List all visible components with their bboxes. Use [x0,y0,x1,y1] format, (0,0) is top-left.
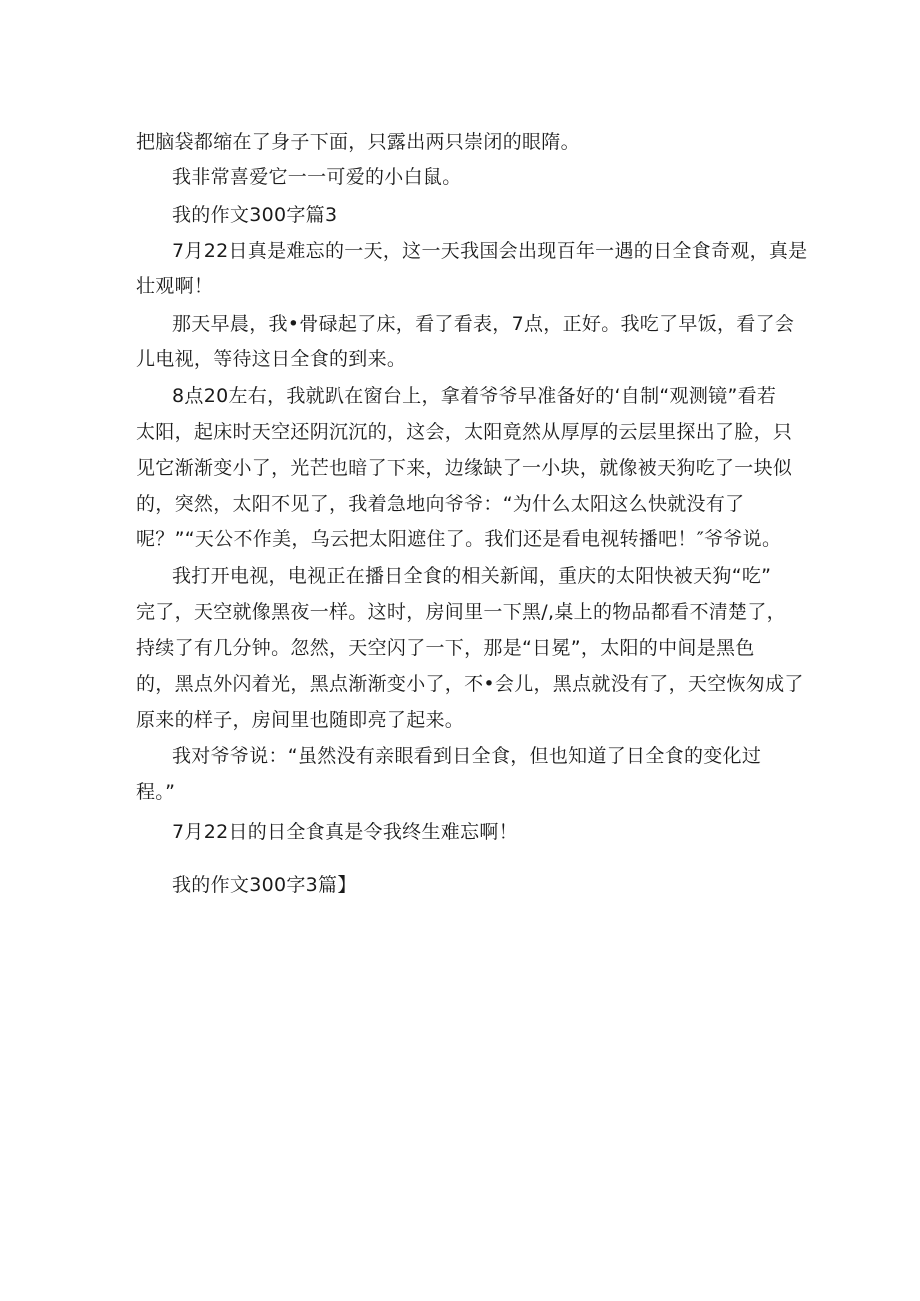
text-line: 的，突然，太阳不见了，我着急地向爷爷：“为什么太阳这么快就没有了 [136,493,745,515]
text-line: 完了，天空就像黑夜一样。这时，房间里一下黑/,桌上的物品都看不清楚了， [136,601,786,623]
text-line: 呢？”“天公不作美，乌云把太阳遮住了。我们还是看电视转播吧！″爷爷说。 [136,528,782,550]
text-line: 那天早晨，我•骨碌起了床，看了看表，7点，正好。我吃了早饭，看了会 [172,313,795,335]
text-line: 程。” [136,781,176,803]
section-heading: 我的作文300字篇3 [172,204,338,226]
text-line: 把脑袋都缩在了身子下面，只露出两只崇闭的眼隋。 [136,131,580,153]
text-line: 持续了有几分钟。忽然，天空闪了一下，那是“日冕”，太阳的中间是黑色 [136,637,755,659]
text-line: 见它渐渐变小了，光芒也暗了下来，边缘缺了一小块，就像被天狗吃了一块似 [136,457,793,479]
text-line: 7月22日真是难忘的一天，这一天我国会出现百年一遇的日全食奇观，真是 [172,240,808,262]
text-line: 太阳，起床时天空还阴沉沉的，这会，太阳竟然从厚厚的云层里探出了脸，只 [136,421,793,443]
text-line: 我打开电视，电视正在播日全食的相关新闻，重庆的太阳快被天狗“吃” [172,565,772,587]
text-line: 7月22日的日全食真是令我终生难忘啊！ [172,821,518,843]
text-line: 儿电视，等待这日全食的到来。 [136,348,407,370]
text-line: 壮观啊！ [136,275,214,297]
text-line: 原来的样子，房间里也随即亮了起来。 [136,709,465,731]
text-line: 8点20左右，我就趴在窗台上，拿着爷爷早准备好的‘自制“观测镜”看若 [172,385,777,407]
text-line: 我非常喜爱它一一可爱的小白鼠。 [172,166,462,188]
text-line: 的，黑点外闪着光，黑点渐渐变小了，不•会儿，黑点就没有了，天空恢匆成了 [136,673,804,695]
text-line: 我对爷爷说：“虽然没有亲眼看到日全食，但也知道了日全食的变化过 [172,745,762,767]
section-footer: 我的作文300字3篇】 [172,874,357,896]
